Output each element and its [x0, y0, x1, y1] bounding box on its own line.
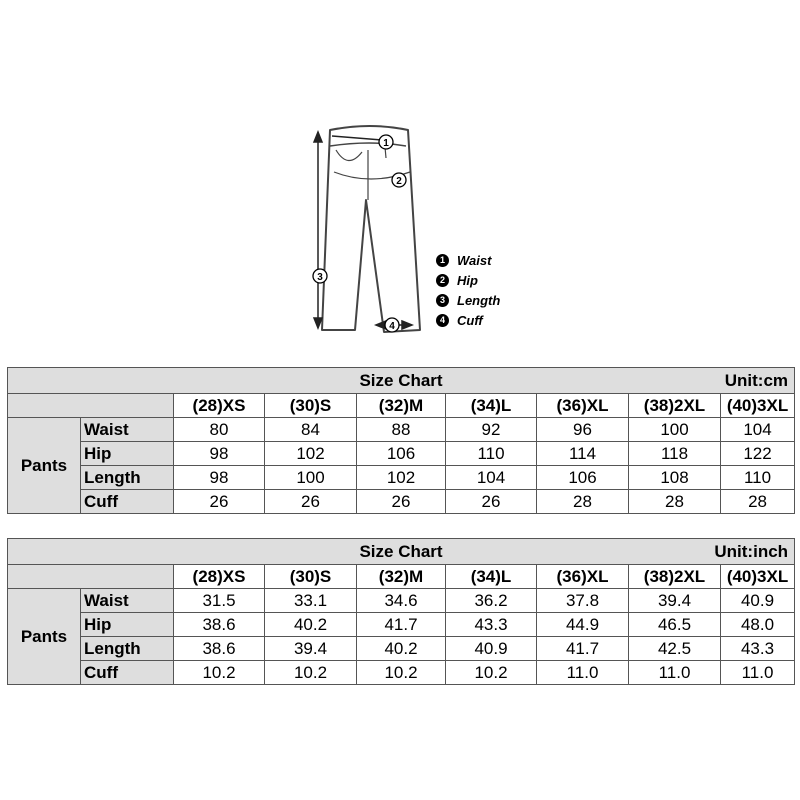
table-cell: 98: [174, 466, 265, 490]
table-cell: 26: [357, 490, 446, 514]
table-cell: 11.0: [629, 661, 721, 685]
size-column-header: (28)XS: [174, 394, 265, 418]
table-row: [8, 442, 795, 466]
legend-label: Hip: [457, 272, 478, 288]
svg-text:1: 1: [383, 138, 389, 149]
table-cell: 114: [537, 442, 629, 466]
table-cell: 11.0: [721, 661, 795, 685]
table-cell: 48.0: [721, 613, 795, 637]
size-column-header: (38)2XL: [629, 565, 721, 589]
table-title-cell: [8, 368, 795, 394]
table-cell: 102: [265, 442, 357, 466]
measurement-label: Hip: [81, 613, 174, 637]
table-cell: 10.2: [446, 661, 537, 685]
legend-item-length: [436, 290, 500, 310]
svg-text:3: 3: [317, 272, 323, 283]
blank-header-cell: [8, 565, 174, 589]
table-cell: 43.3: [446, 613, 537, 637]
table-cell: 40.9: [721, 589, 795, 613]
legend-item-cuff: [436, 310, 500, 330]
marker-2-icon: [392, 173, 406, 187]
table-cell: 28: [721, 490, 795, 514]
table-cell: 46.5: [629, 613, 721, 637]
table-cell: 10.2: [357, 661, 446, 685]
size-column-header: (34)L: [446, 394, 537, 418]
size-column-header: (34)L: [446, 565, 537, 589]
legend-label: Waist: [457, 252, 492, 268]
table-cell: 26: [265, 490, 357, 514]
size-header-row: [8, 394, 795, 418]
legend-number-badge: 2: [436, 274, 449, 287]
table-title-cell: [8, 539, 795, 565]
marker-3-icon: [313, 269, 327, 283]
table-cell: 26: [446, 490, 537, 514]
table-cell: 40.9: [446, 637, 537, 661]
table-cell: 106: [537, 466, 629, 490]
size-column-header: (40)3XL: [721, 394, 795, 418]
table-cell: 28: [537, 490, 629, 514]
legend-label: Length: [457, 292, 501, 308]
table-cell: 10.2: [174, 661, 265, 685]
table-cell: 44.9: [537, 613, 629, 637]
table-cell: 39.4: [629, 589, 721, 613]
legend-number-badge: 4: [436, 314, 449, 327]
measurement-label: Cuff: [81, 490, 174, 514]
size-column-header: (40)3XL: [721, 565, 795, 589]
table-row: [8, 589, 795, 613]
table-cell: 96: [537, 418, 629, 442]
table-cell: 34.6: [357, 589, 446, 613]
table-cell: 26: [174, 490, 265, 514]
table-cell: 80: [174, 418, 265, 442]
table-cell: 118: [629, 442, 721, 466]
measurement-label: Waist: [81, 589, 174, 613]
table-cell: 39.4: [265, 637, 357, 661]
legend-label: Cuff: [457, 312, 483, 328]
table-cell: 122: [721, 442, 795, 466]
table-cell: 38.6: [174, 637, 265, 661]
measurement-label: Length: [81, 466, 174, 490]
table-cell: 100: [629, 418, 721, 442]
legend-item-hip: [436, 270, 500, 290]
svg-text:2: 2: [396, 176, 402, 187]
table-row: [8, 466, 795, 490]
table-cell: 10.2: [265, 661, 357, 685]
table-cell: 38.6: [174, 613, 265, 637]
legend-item-waist: [436, 250, 500, 270]
unit-label: Unit:cm: [724, 371, 789, 390]
table-cell: 40.2: [265, 613, 357, 637]
table-cell: 40.2: [357, 637, 446, 661]
table-cell: 98: [174, 442, 265, 466]
size-column-header: (28)XS: [174, 565, 265, 589]
table-row: [8, 613, 795, 637]
table-cell: 41.7: [357, 613, 446, 637]
table-title: Size Chart: [359, 370, 443, 390]
pants-outline-icon: [322, 126, 420, 332]
marker-1-icon: [379, 135, 393, 149]
size-chart-cm-table: [7, 367, 795, 514]
group-label: Pants: [8, 589, 81, 685]
table-cell: 28: [629, 490, 721, 514]
measurement-label: Cuff: [81, 661, 174, 685]
table-cell: 88: [357, 418, 446, 442]
table-cell: 36.2: [446, 589, 537, 613]
title-row: [8, 368, 795, 394]
measurement-label: Length: [81, 637, 174, 661]
measurement-label: Waist: [81, 418, 174, 442]
measurement-label: Hip: [81, 442, 174, 466]
unit-label: Unit:inch: [714, 542, 789, 561]
table-cell: 108: [629, 466, 721, 490]
table-cell: 92: [446, 418, 537, 442]
length-measure-arrow: [314, 132, 322, 328]
table-cell: 110: [721, 466, 795, 490]
table-cell: 102: [357, 466, 446, 490]
size-column-header: (36)XL: [537, 565, 629, 589]
table-cell: 110: [446, 442, 537, 466]
table-cell: 106: [357, 442, 446, 466]
table-cell: 37.8: [537, 589, 629, 613]
table-row: [8, 661, 795, 685]
size-column-header: (36)XL: [537, 394, 629, 418]
legend-number-badge: 1: [436, 254, 449, 267]
size-column-header: (32)M: [357, 565, 446, 589]
group-label: Pants: [8, 418, 81, 514]
table-row: [8, 490, 795, 514]
table-cell: 43.3: [721, 637, 795, 661]
table-row: [8, 637, 795, 661]
size-column-header: (30)S: [265, 394, 357, 418]
table-cell: 104: [446, 466, 537, 490]
waist-measure-line: [332, 136, 382, 140]
size-chart-inch-table: [7, 538, 795, 685]
title-row: [8, 539, 795, 565]
size-header-row: [8, 565, 795, 589]
table-cell: 41.7: [537, 637, 629, 661]
table-cell: 100: [265, 466, 357, 490]
table-cell: 31.5: [174, 589, 265, 613]
table-cell: 104: [721, 418, 795, 442]
table-cell: 84: [265, 418, 357, 442]
size-column-header: (38)2XL: [629, 394, 721, 418]
table-cell: 33.1: [265, 589, 357, 613]
marker-4-icon: [385, 318, 399, 332]
blank-header-cell: [8, 394, 174, 418]
table-row: [8, 418, 795, 442]
table-title: Size Chart: [359, 541, 443, 561]
size-column-header: (32)M: [357, 394, 446, 418]
legend-number-badge: 3: [436, 294, 449, 307]
size-column-header: (30)S: [265, 565, 357, 589]
svg-text:4: 4: [389, 321, 395, 332]
table-cell: 11.0: [537, 661, 629, 685]
measurement-legend: [436, 250, 500, 330]
table-cell: 42.5: [629, 637, 721, 661]
pants-measurement-diagram: [0, 0, 800, 360]
